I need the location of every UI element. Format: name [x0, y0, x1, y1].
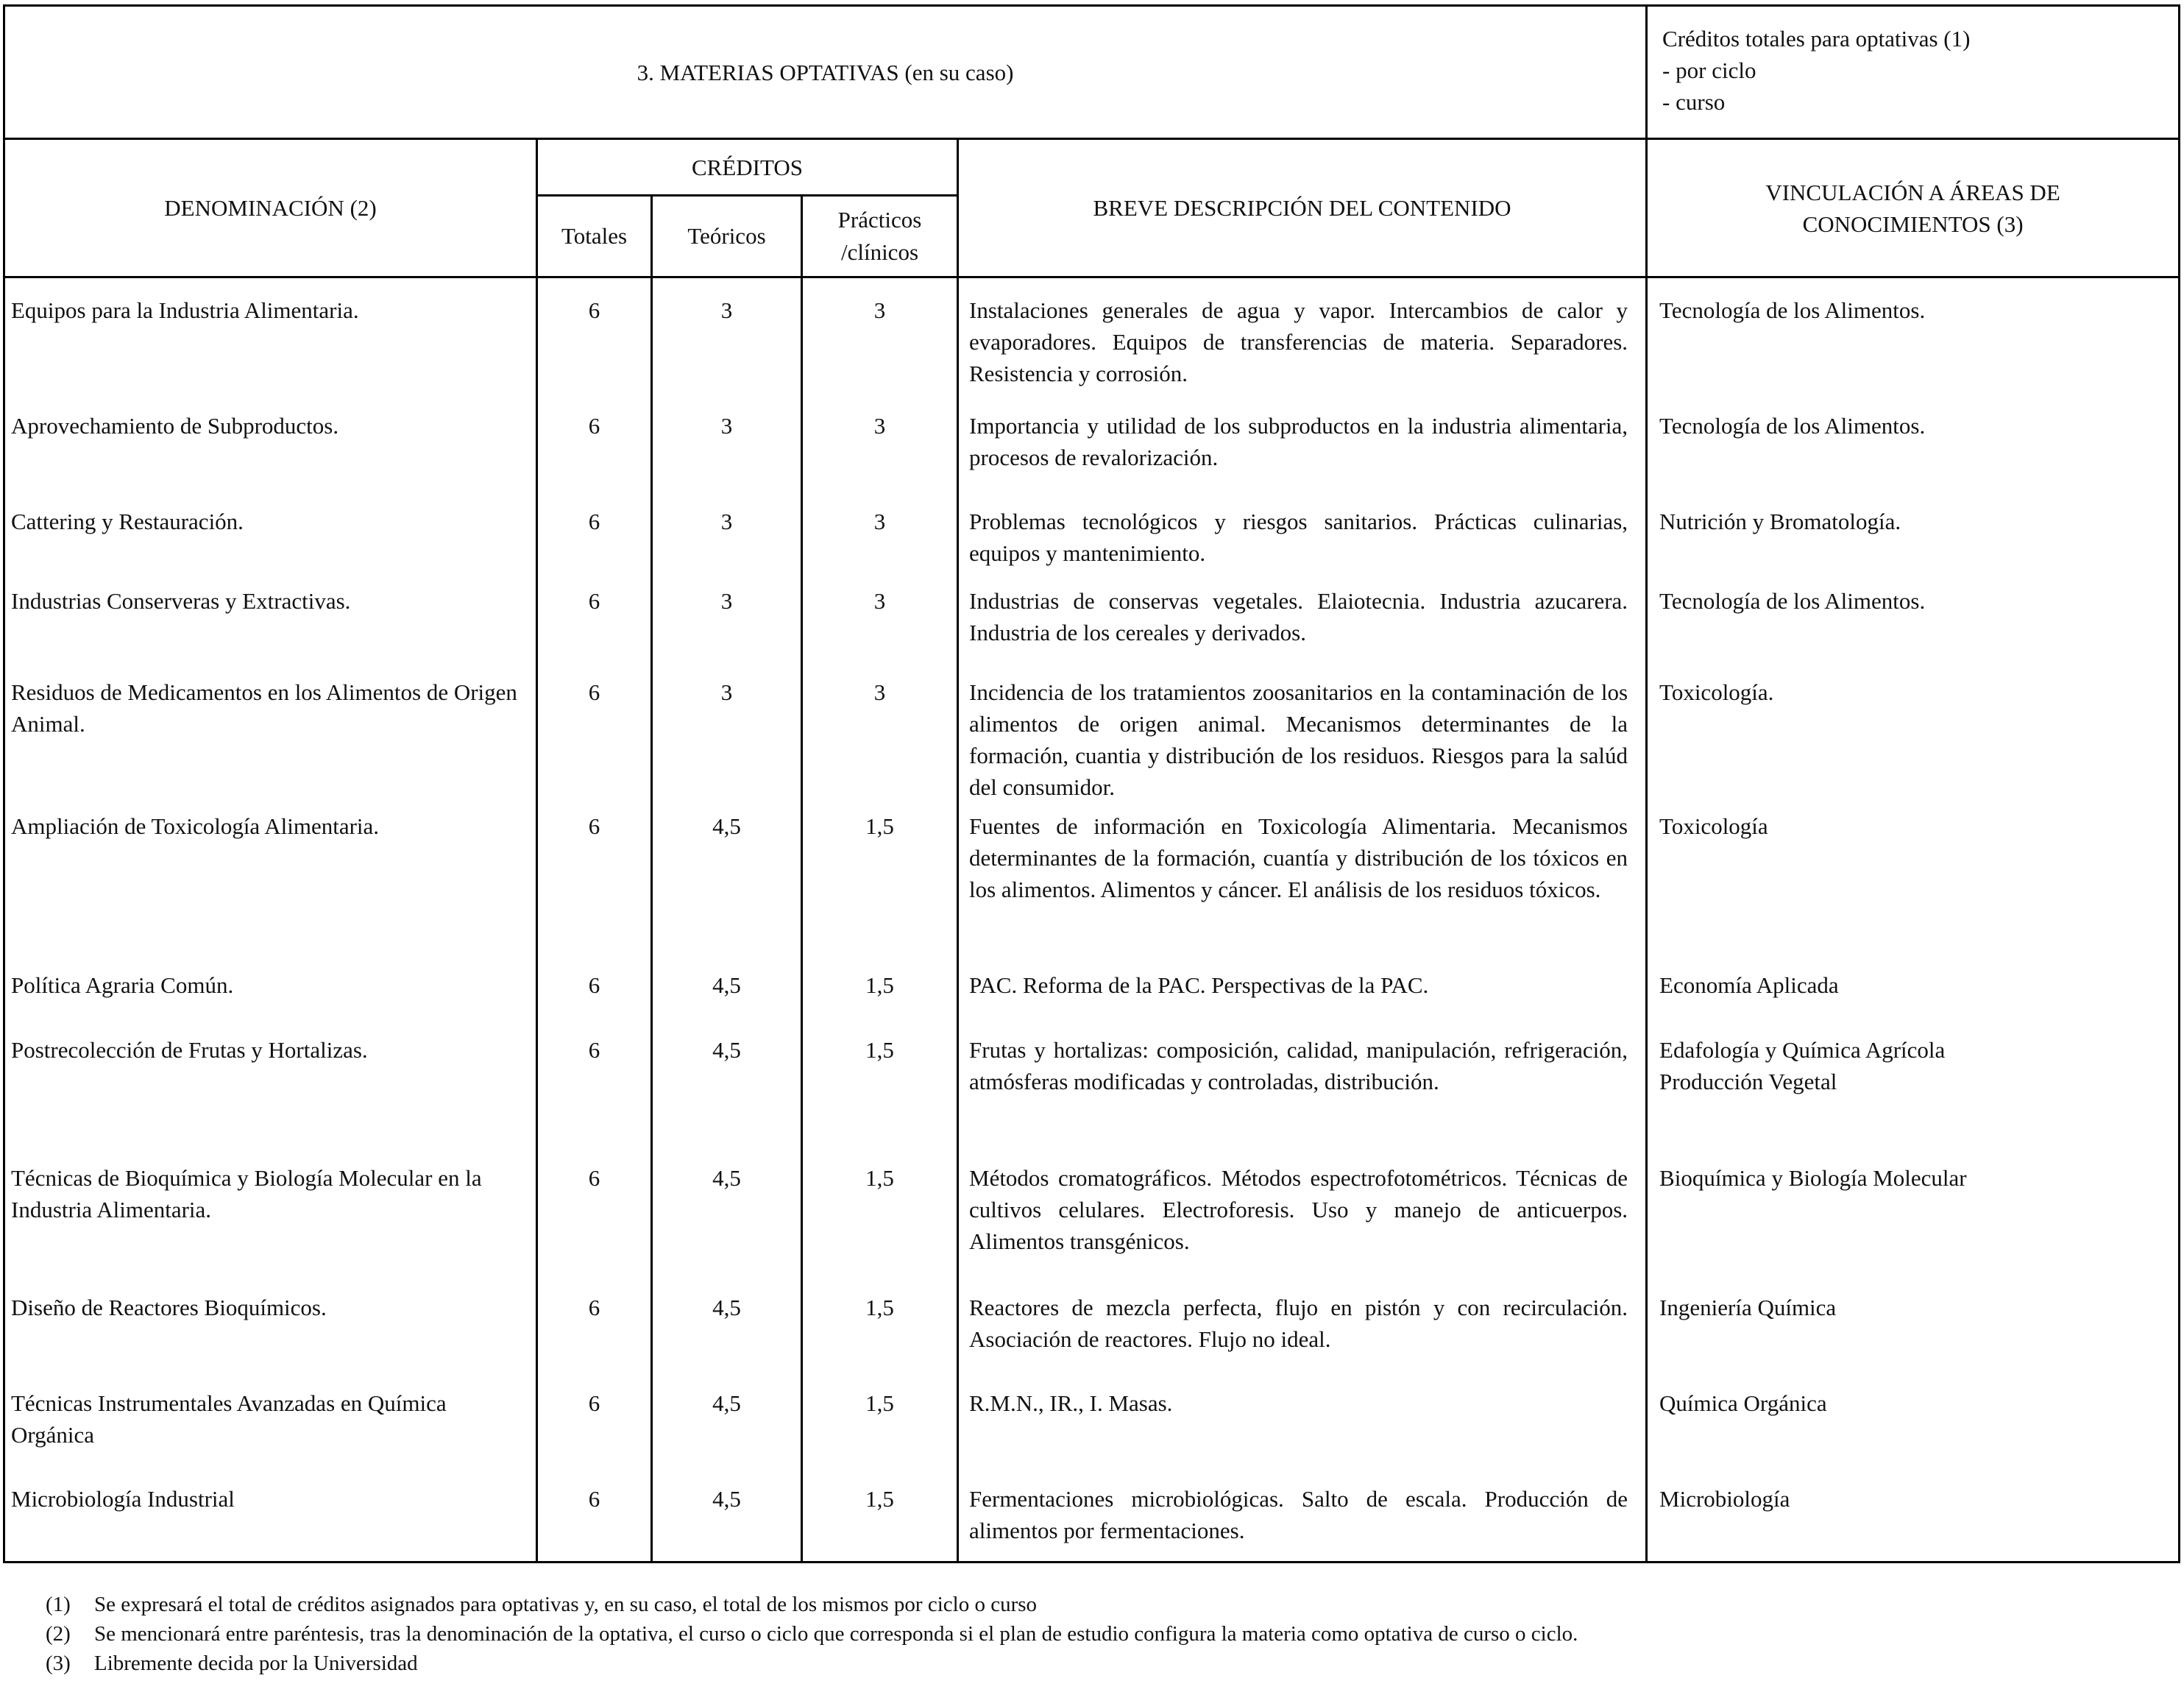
- credits-theory: 4,5: [652, 1387, 802, 1483]
- subject-name: Residuos de Medicamentos en los Alimentos de Origen Animal.: [4, 676, 537, 810]
- credits-theory: 3: [652, 410, 802, 506]
- subject-name: Aprovechamiento de Subproductos.: [4, 410, 537, 506]
- subject-name: Cattering y Restauración.: [4, 506, 537, 585]
- header-creditos: CRÉDITOS: [537, 139, 958, 196]
- credits-theory: 4,5: [652, 1483, 802, 1563]
- total-credits-line: Créditos totales para optativas (1): [1662, 26, 1971, 52]
- knowledge-area: Microbiología: [1647, 1483, 2180, 1563]
- knowledge-area: Edafología y Química Agrícola Producción Vegetal: [1647, 1034, 2180, 1162]
- content-description: Industrias de conservas vegetales. Elaiotecnia. Industria azucarera. Industria de los cereales y derivados.: [958, 585, 1647, 676]
- credits-practice: 1,5: [802, 1034, 958, 1162]
- knowledge-area: Ingeniería Química: [1647, 1292, 2180, 1387]
- subject-name: Técnicas de Bioquímica y Biología Molecular en la Industria Alimentaria.: [4, 1162, 537, 1292]
- credits-theory: 4,5: [652, 810, 802, 969]
- table-row: [4, 585, 2180, 676]
- credits-total: 6: [537, 506, 652, 585]
- credits-practice: 1,5: [802, 1387, 958, 1483]
- total-credits-line: - curso: [1662, 89, 1726, 115]
- content-description: Problemas tecnológicos y riesgos sanitarios. Prácticas culinarias, equipos y mantenimiento.: [958, 506, 1647, 585]
- credits-practice: 1,5: [802, 1162, 958, 1292]
- footnote: (2) Se mencionará entre paréntesis, tras la denominación de la optativa, el curso o ciclo que corresponda si el plan de estudio configura la materia como optativa de curso o ciclo.: [46, 1622, 1578, 1646]
- credits-total: 6: [537, 1483, 652, 1563]
- content-description: PAC. Reforma de la PAC. Perspectivas de la PAC.: [958, 969, 1647, 1034]
- subject-name: Técnicas Instrumentales Avanzadas en Química Orgánica: [4, 1387, 537, 1483]
- credits-theory: 4,5: [652, 1162, 802, 1292]
- knowledge-area: Tecnología de los Alimentos.: [1647, 585, 2180, 676]
- credits-total: 6: [537, 1387, 652, 1483]
- credits-practice: 1,5: [802, 1483, 958, 1563]
- footnote: (1) Se expresará el total de créditos asignados para optativas y, en su caso, el total de los mismos por ciclo o curso: [46, 1593, 1038, 1616]
- credits-practice: 3: [802, 410, 958, 506]
- table-body: [4, 277, 2180, 1563]
- table-row: [4, 1034, 2180, 1162]
- knowledge-area: Economía Aplicada: [1647, 969, 2180, 1034]
- footnotes: [46, 1590, 2165, 1678]
- credits-practice: 1,5: [802, 969, 958, 1034]
- table-row: [4, 969, 2180, 1034]
- content-description: R.M.N., IR., I. Masas.: [958, 1387, 1647, 1483]
- credits-theory: 4,5: [652, 969, 802, 1034]
- credits-total: 6: [537, 810, 652, 969]
- credits-theory: 4,5: [652, 1034, 802, 1162]
- subject-name: Microbiología Industrial: [4, 1483, 537, 1563]
- knowledge-area: Tecnología de los Alimentos.: [1647, 277, 2180, 410]
- content-description: Métodos cromatográficos. Métodos espectrofotométricos. Técnicas de cultivos celulares. Electroforesis. Uso y manejo de anticuerpos. Alimentos transgénicos.: [958, 1162, 1647, 1292]
- credits-total: 6: [537, 969, 652, 1034]
- content-description: Instalaciones generales de agua y vapor. Intercambios de calor y evaporadores. Equipos de transferencias de materia. Separadores. Resistencia y corrosión.: [958, 277, 1647, 410]
- header-teoricos: Teóricos: [652, 196, 802, 277]
- knowledge-area: Química Orgánica: [1647, 1387, 2180, 1483]
- content-description: Reactores de mezcla perfecta, flujo en pistón y con recirculación. Asociación de reactores. Flujo no ideal.: [958, 1292, 1647, 1387]
- credits-theory: 3: [652, 506, 802, 585]
- table-row: [4, 676, 2180, 810]
- knowledge-area: Nutrición y Bromatología.: [1647, 506, 2180, 585]
- credits-practice: 3: [802, 277, 958, 410]
- table-row: [4, 1483, 2180, 1563]
- footnote: (3) Libremente decida por la Universidad: [46, 1652, 418, 1675]
- credits-total: 6: [537, 410, 652, 506]
- credits-total: 6: [537, 1034, 652, 1162]
- table-row: [4, 277, 2180, 410]
- section-title: 3. MATERIAS OPTATIVAS (en su caso): [637, 59, 1014, 85]
- table-row: [4, 1162, 2180, 1292]
- knowledge-area: Toxicología: [1647, 810, 2180, 969]
- credits-total: 6: [537, 1162, 652, 1292]
- table-row: [4, 506, 2180, 585]
- table-row: [4, 1387, 2180, 1483]
- table-row: [4, 410, 2180, 506]
- credits-practice: 3: [802, 676, 958, 810]
- header-denominacion: DENOMINACIÓN (2): [4, 139, 537, 277]
- subject-name: Diseño de Reactores Bioquímicos.: [4, 1292, 537, 1387]
- credits-theory: 4,5: [652, 1292, 802, 1387]
- header-totales: Totales: [537, 196, 652, 277]
- header-descripcion: BREVE DESCRIPCIÓN DEL CONTENIDO: [958, 139, 1647, 277]
- content-description: Fuentes de información en Toxicología Alimentaria. Mecanismos determinantes de la formación, cuantía y distribución de los tóxicos en los alimentos. Alimentos y cáncer. El análisis de los residuos tóxicos.: [958, 810, 1647, 969]
- credits-practice: 3: [802, 585, 958, 676]
- credits-total: 6: [537, 676, 652, 810]
- content-description: Incidencia de los tratamientos zoosanitarios en la contaminación de los alimentos de origen animal. Mecanismos determinantes de la formación, cuantia y distribución de los residuos. Riesgos para la salúd del consumidor.: [958, 676, 1647, 810]
- content-description: Importancia y utilidad de los subproductos en la industria alimentaria, procesos de revalorización.: [958, 410, 1647, 506]
- header-practicos: Prácticos /clínicos: [802, 196, 958, 277]
- credits-practice: 1,5: [802, 810, 958, 969]
- credits-theory: 3: [652, 676, 802, 810]
- knowledge-area: Bioquímica y Biología Molecular: [1647, 1162, 2180, 1292]
- knowledge-area: Tecnología de los Alimentos.: [1647, 410, 2180, 506]
- header-vinculacion: VINCULACIÓN A ÁREAS DE CONOCIMIENTOS (3): [1647, 139, 2180, 277]
- subject-name: Industrias Conserveras y Extractivas.: [4, 585, 537, 676]
- subject-name: Política Agraria Común.: [4, 969, 537, 1034]
- credits-total: 6: [537, 1292, 652, 1387]
- credits-total: 6: [537, 277, 652, 410]
- knowledge-area: Toxicología.: [1647, 676, 2180, 810]
- optional-subjects-table: [3, 4, 2180, 1563]
- table-row: [4, 810, 2180, 969]
- credits-practice: 1,5: [802, 1292, 958, 1387]
- content-description: Frutas y hortalizas: composición, calidad, manipulación, refrigeración, atmósferas modificadas y controladas, distribución.: [958, 1034, 1647, 1162]
- section-title-cell: [4, 6, 1647, 139]
- total-credits-line: - por ciclo: [1662, 57, 1756, 83]
- total-credits-cell: [1647, 6, 2180, 139]
- content-description: Fermentaciones microbiológicas. Salto de escala. Producción de alimentos por fermentaciones.: [958, 1483, 1647, 1563]
- credits-practice: 3: [802, 506, 958, 585]
- subject-name: Ampliación de Toxicología Alimentaria.: [4, 810, 537, 969]
- table-row: [4, 1292, 2180, 1387]
- subject-name: Equipos para la Industria Alimentaria.: [4, 277, 537, 410]
- subject-name: Postrecolección de Frutas y Hortalizas.: [4, 1034, 537, 1162]
- credits-total: 6: [537, 585, 652, 676]
- credits-theory: 3: [652, 277, 802, 410]
- credits-theory: 3: [652, 585, 802, 676]
